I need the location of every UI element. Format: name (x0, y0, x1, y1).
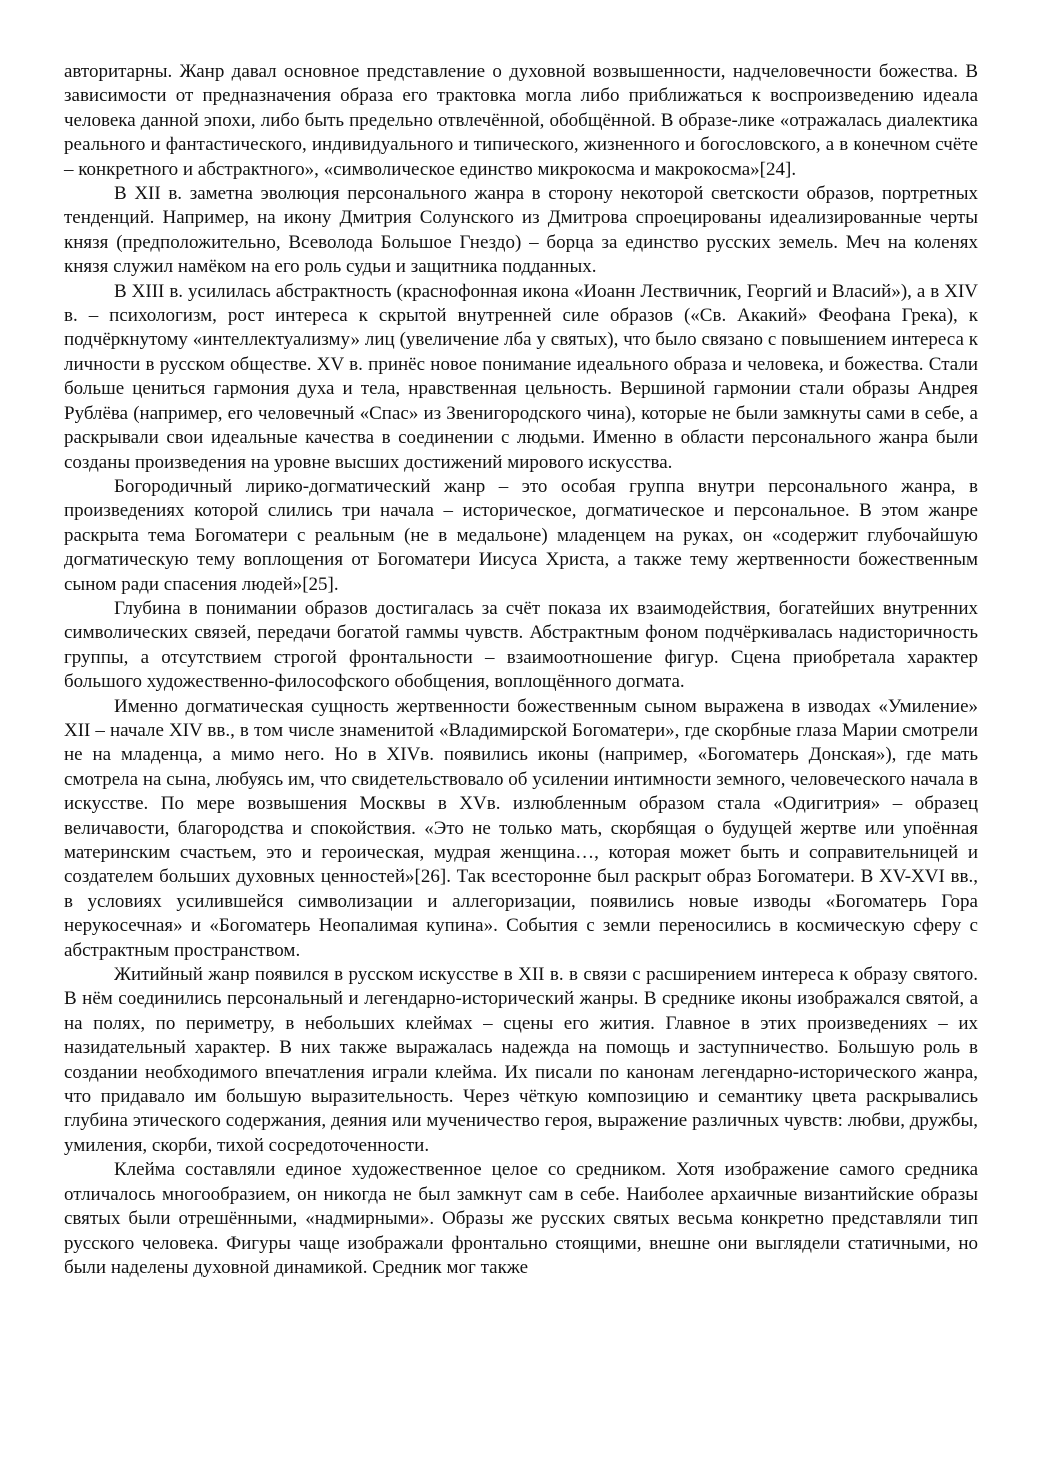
paragraph-8: Клейма составляли единое художественное целое со средником. Хотя изображение самого средника отличалось многообразием, он никогда не был замкнут сам в себе. Наиболее архаичные византийские образы святых были отрешёнными, «надмирными». Образы же русских святых весьма конкретно представляли тип русского человека. Фигуры чаще изображали фронтально стоящими, внешне они выглядели статичными, но были наделены духовной динамикой. Средник мог также (64, 1159, 978, 1278)
paragraph-4: Богородичный лирико-догматический жанр – это особая группа внутри персонального жанра, в произведениях которой слились три начала – историческое, догматическое и персональное. В этом жанре раскрыта тема Богоматери с реальным (не в медальоне) младенцем на руках, он «содержит глубочайшую догматическую тему воплощения от Богоматери Иисуса Христа, а также тему жертвенности божественным сыном ради спасения людей»[25]. (64, 475, 978, 595)
paragraph-3: В XIII в. усилилась абстрактность (краснофонная икона «Иоанн Лествичник, Георгий и Власий»), а в XIV в. – психологизм, рост интереса к скрытой внутренней силе образов («Св. Акакий» Феофана Грека), к подчёркнутому «интеллектуализму» лиц (увеличение лба у святых), что было связано с повышением интереса к личности в русском обществе. XV в. принёс новое понимание идеального образа и человека, и божества. Стали больше цениться гармония духа и тела, нравственная цельность. Вершиной гармонии стали образы Андрея Рублёва (например, его человечный «Спас» из Звенигородского чина), которые не были замкнуты сами в себе, а раскрывали свои идеальные качества в соединении с людьми. Именно в области персонального жанра были созданы произведения на уровне высших достижений мирового искусства. (64, 280, 978, 473)
paragraph-2: В XII в. заметна эволюция персонального жанра в сторону некоторой светскости образов, портретных тенденций. Например, на икону Дмитрия Солунского из Дмитрова спроецированы идеализированные черты князя (предположительно, Всеволода Большое Гнездо) – борца за единство русских земель. Меч на коленях князя служил намёком на его роль судьи и защитника подданных. (64, 183, 978, 278)
paragraph-6: Именно догматическая сущность жертвенности божественным сыном выражена в изводах «Умиление» XII – начале XIV вв., в том числе знаменитой «Владимирской Богоматери», где скорбные глаза Марии смотрели не на младенца, а мимо него. Но в XIVв. появились иконы (например, «Богоматерь Донская»), где мать смотрела на сына, любуясь им, что свидетельствовало об усилении интимности земного, человеческого начала в искусстве. По мере возвышения Москвы в XVв. излюбленным образом стала «Одигитрия» – образец величавости, благородства и спокойствия. «Это не только мать, скорбящая о будущей жертве или упоённая материнским счастьем, это и героическая, мудрая женщина…, которая может быть и соправительницей и создателем больших духовных ценностей»[26]. Так всесторонне был раскрыт образ Богоматери. В XV-XVI вв., в условиях усилившейся символизации и аллегоризации, появились новые изводы «Богоматерь Гора нерукосечная» и «Богоматерь Неопалимая купина». События с земли переносились в космическую сферу с абстрактным пространством. (64, 695, 978, 961)
paragraph-5: Глубина в понимании образов достигалась за счёт показа их взаимодействия, богатейших внутренних символических связей, передачи богатой гаммы чувств. Абстрактным фоном подчёркивалась надисторичность группы, а отсутствием строгой фронтальности – взаимоотношение фигур. Сцена приобретала характер большого художественно-философского обобщения, воплощённого догмата. (64, 597, 978, 693)
document-page (64, 60, 978, 1280)
paragraph-7: Житийный жанр появился в русском искусстве в XII в. в связи с расширением интереса к образу святого. В нём соединились персональный и легендарно-исторический жанры. В среднике иконы изображался святой, а на полях, по периметру, в небольших клеймах – сцены его жития. Главное в этих произведениях – их назидательный характер. В них также выражалась надежда на помощь и заступничество. Большую роль в создании необходимого впечатления играли клейма. Их писали по канонам легендарно-исторического жанра, что придавало им большую выразительность. Через чёткую композицию и семантику цвета раскрывались глубина этического содержания, деяния или мученичество героя, выражение различных чувств: любви, дружбы, умиления, скорби, тихой сосредоточенности. (64, 964, 978, 1156)
paragraph-1: авторитарны. Жанр давал основное представление о духовной возвышенности, надчеловечности божества. В зависимости от предназначения образа его трактовка могла либо приближаться к воспроизведению идеала человека данной эпохи, либо быть предельно отвлечённой, обобщённой. В образе-лике «отражалась диалектика реального и фантастического, индивидуального и типического, жизненного и богословского, а в конечном счёте – конкретного и абстрактного», «символическое единство микрокосма и макрокосма»[24]. (64, 61, 978, 180)
